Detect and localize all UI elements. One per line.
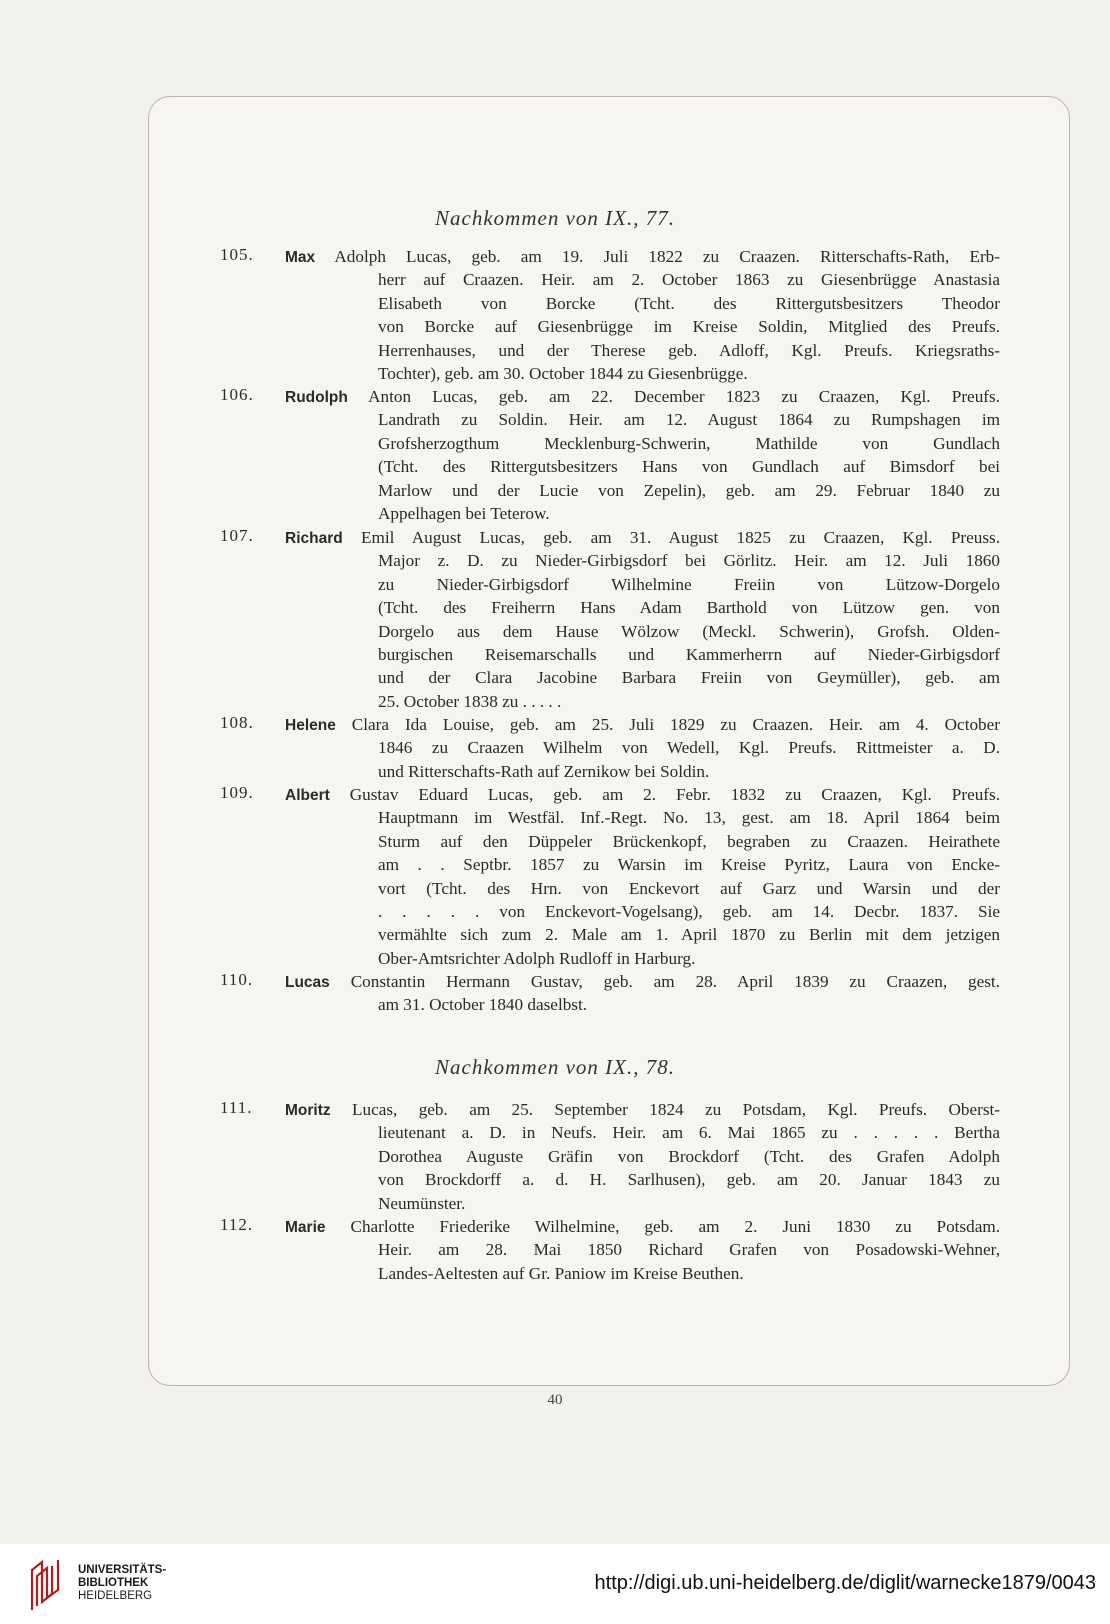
entry-line: Dorothea Auguste Gräfin von Brockdorf (Tcht. des Grafen Adolph [378, 1146, 1000, 1166]
page-number: 40 [547, 1392, 563, 1408]
entry-line: (Tcht. des Freiherrn Hans Adam Barthold von Lützow gen. von [378, 598, 1000, 618]
entry-line: Hauptmann im Westfäl. Inf.-Regt. No. 13, gest. am 18. April 1864 beim [378, 808, 1000, 828]
entry-line: zu Nieder-Girbigsdorf Wilhelmine Freiin von Lützow-Dorgelo [378, 574, 1000, 594]
library-name-line: UNIVERSITÄTS- [78, 1564, 167, 1576]
entry-number: 112. [220, 1215, 254, 1234]
entry-number: 107. [220, 526, 254, 545]
entry-line: und Ritterschafts-Rath auf Zernikow bei Soldin. [378, 761, 710, 781]
entry-line: von Brockdorff a. d. H. Sarlhusen), geb. am 20. Januar 1843 zu [378, 1170, 1000, 1190]
library-name-line: HEIDELBERG [78, 1590, 153, 1602]
entry-line: Landrath zu Soldin. Heir. am 12. August 1864 zu Rumpshagen im [378, 410, 1000, 430]
entry-line: Constantin Hermann Gustav, geb. am 28. April 1839 zu Craazen, gest. [350, 972, 1000, 991]
entry-number: 110. [220, 970, 254, 989]
entry-name: Rudolph [285, 389, 348, 406]
entry-name: Richard [285, 530, 343, 547]
entry-line: Landes-Aeltesten auf Gr. Paniow im Kreise Beuthen. [378, 1263, 744, 1283]
entry-line: vort (Tcht. des Hrn. von Enckevort auf Garz und Warsin und der [378, 878, 1000, 898]
entry-name: Max [285, 249, 316, 266]
entry-number: 106. [220, 385, 254, 404]
entry-name: Lucas [285, 974, 330, 991]
library-logo-icon [28, 1556, 64, 1614]
entry-line: Lucas, geb. am 25. September 1824 zu Potsdam, Kgl. Preufs. Oberst- [352, 1100, 1000, 1119]
entry-line: Herrenhauses, und der Therese geb. Adloff, Kgl. Preufs. Kriegsraths- [378, 340, 1000, 360]
library-name [78, 1564, 166, 1603]
footer-bar [0, 1544, 1110, 1624]
section-heading-1: Nachkommen von IX., 77. [435, 206, 675, 230]
entry-number: 108. [220, 713, 254, 732]
entry-line: Elisabeth von Borcke (Tcht. des Rittergutsbesitzers Theodor [378, 293, 1000, 313]
entry-name: Marie [285, 1219, 326, 1236]
entry-line: Clara Ida Louise, geb. am 25. Juli 1829 zu Craazen. Heir. am 4. October [351, 715, 1000, 734]
entry-line: Tochter), geb. am 30. October 1844 zu Giesenbrügge. [378, 363, 748, 383]
entry-line: herr auf Craazen. Heir. am 2. October 1863 zu Giesenbrügge Anastasia [378, 270, 1000, 290]
entry-name: Albert [285, 787, 330, 804]
entry-line: Ober-Amtsrichter Adolph Rudloff in Harburg. [378, 948, 696, 968]
entry-line: Major z. D. zu Nieder-Girbigsdorf bei Görlitz. Heir. am 12. Juli 1860 [378, 551, 1000, 571]
entry-line: Heir. am 28. Mai 1850 Richard Grafen von Posadowski-Wehner, [378, 1240, 1000, 1260]
entry-line: Emil August Lucas, geb. am 31. August 1825 zu Craazen, Kgl. Preuss. [360, 528, 1000, 547]
entry-name: Moritz [285, 1102, 331, 1119]
entry-line: von Borcke auf Giesenbrügge im Kreise Soldin, Mitglied des Preufs. [378, 317, 1000, 337]
entry-line: Dorgelo aus dem Hause Wölzow (Meckl. Schwerin), Grofsh. Olden- [378, 621, 1000, 641]
entry-line: burgischen Reisemarschalls und Kammerherrn auf Nieder-Girbigsdorf [378, 644, 1000, 664]
entry-line: Neumünster. [378, 1193, 466, 1213]
entry-line: 1846 zu Craazen Wilhelm von Wedell, Kgl. Preufs. Rittmeister a. D. [378, 738, 1000, 758]
entry-line: Grofsherzogthum Mecklenburg-Schwerin, Mathilde von Gundlach [378, 433, 1000, 453]
entry-line: (Tcht. des Rittergutsbesitzers Hans von Gundlach auf Bimsdorf bei [378, 457, 1000, 477]
entry-line: Marlow und der Lucie von Zepelin), geb. am 29. Februar 1840 zu [378, 480, 1000, 500]
entry-line: Adolph Lucas, geb. am 19. Juli 1822 zu Craazen. Ritterschafts-Rath, Erb- [334, 247, 1000, 266]
entry-line: lieutenant a. D. in Neufs. Heir. am 6. Mai 1865 zu . . . . . Bertha [378, 1123, 1000, 1143]
entry-name: Helene [285, 717, 336, 734]
entry-line: und der Clara Jacobine Barbara Freiin von Geymüller), geb. am [378, 668, 1000, 688]
source-url-link[interactable]: http://digi.ub.uni-heidelberg.de/diglit/warnecke1879/0043 [594, 1572, 1096, 1594]
library-name-line: BIBLIOTHEK [78, 1577, 149, 1589]
entry-line: Sturm auf den Düppeler Brückenkopf, begraben zu Craazen. Heirathete [378, 831, 1000, 851]
entry-line: Charlotte Friederike Wilhelmine, geb. am 2. Juni 1830 zu Potsdam. [350, 1217, 1000, 1236]
entry-line: Appelhagen bei Teterow. [378, 503, 550, 523]
entry-line: . . . . . von Enckevort-Vogelsang), geb. am 14. Decbr. 1837. Sie [378, 901, 1000, 921]
entry-line: vermählte sich zum 2. Male am 1. April 1870 zu Berlin mit dem jetzigen [378, 925, 1000, 945]
entry-line: Gustav Eduard Lucas, geb. am 2. Febr. 1832 zu Craazen, Kgl. Preufs. [349, 785, 1000, 804]
entry-line: 25. October 1838 zu . . . . . [378, 691, 562, 711]
entry-number: 109. [220, 783, 254, 802]
entry-line: am 31. October 1840 daselbst. [378, 995, 588, 1015]
entry-number: 105. [220, 245, 254, 264]
section-heading-2: Nachkommen von IX., 78. [435, 1055, 675, 1079]
entry-line: am . . Septbr. 1857 zu Warsin im Kreise Pyritz, Laura von Encke- [378, 855, 1000, 875]
entry-number: 111. [220, 1098, 253, 1117]
entry-line: Anton Lucas, geb. am 22. December 1823 zu Craazen, Kgl. Preufs. [368, 387, 1000, 406]
